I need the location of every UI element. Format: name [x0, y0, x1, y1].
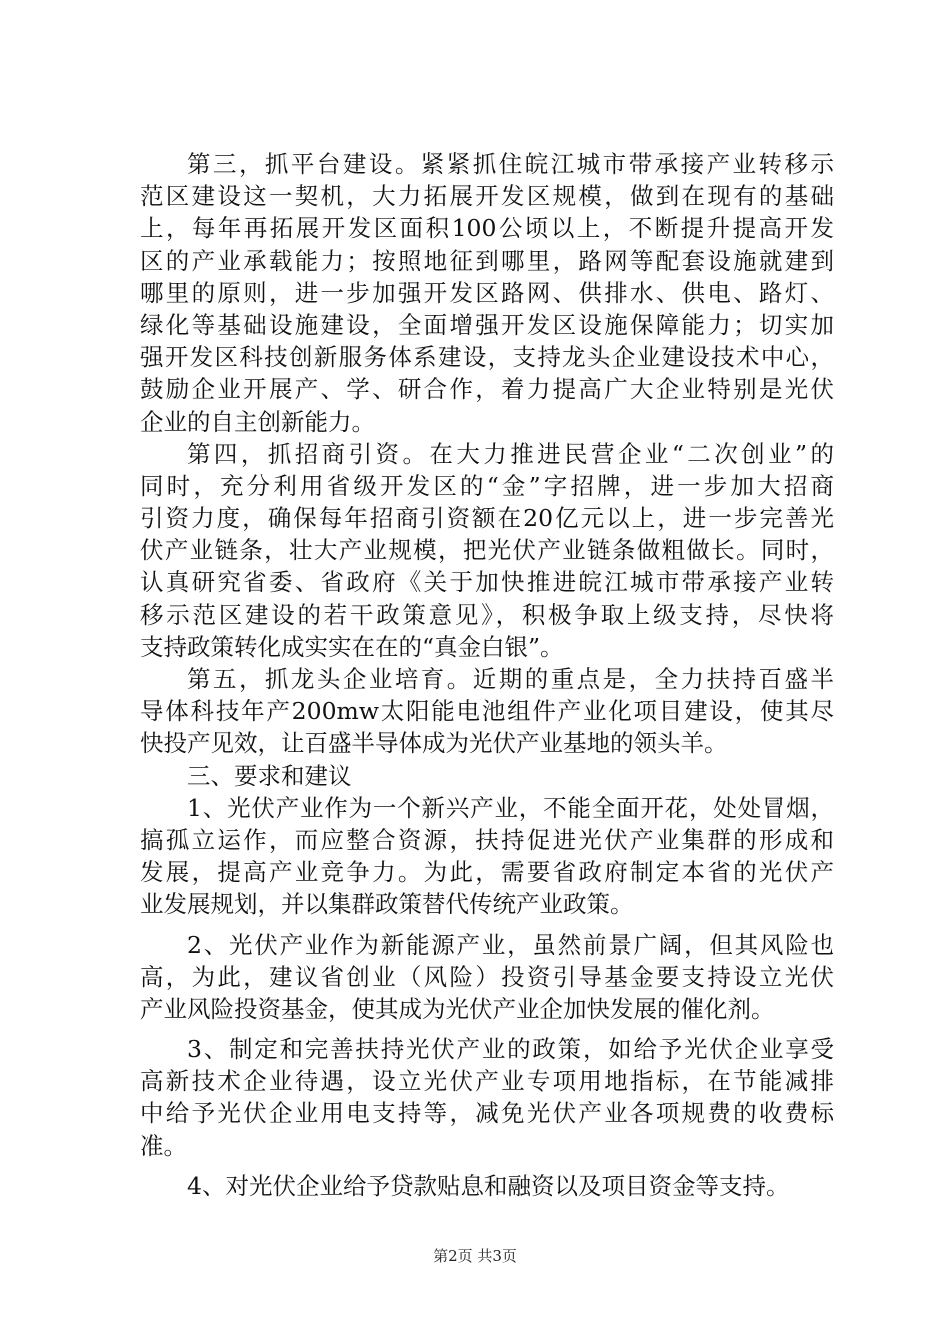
paragraph-gap — [140, 1162, 834, 1170]
list-item-1 — [140, 792, 834, 921]
paragraph-investment — [140, 438, 834, 663]
text-line: 中给予光伏企业用电支持等，减免光伏产业各项规费的收费标 — [140, 1099, 834, 1128]
text-line: 移示范区建设的若干政策意见》，积极争取上级支持，尽快将 — [140, 600, 834, 629]
text-line: 导体科技年产200mw太阳能电池组件产业化项目建设，使其尽 — [140, 697, 834, 726]
document-body — [140, 148, 834, 1202]
text-line: 同时，充分利用省级开发区的“金”字招牌，进一步加大招商 — [140, 471, 834, 500]
list-item-3 — [140, 1033, 834, 1162]
paragraph-gap — [140, 1025, 834, 1033]
text-line: 上，每年再拓展开发区面积100公顷以上，不断提升提高开发 — [140, 214, 834, 243]
text-line: 引资力度，确保每年招商引资额在20亿元以上，进一步完善光 — [140, 504, 834, 533]
text-line: 2、光伏产业作为新能源产业，虽然前景广阔，但其风险也 — [187, 930, 834, 959]
text-line: 高，为此，建议省创业（风险）投资引导基金要支持设立光伏 — [140, 962, 834, 991]
section-heading — [140, 760, 834, 792]
text-line: 鼓励企业开展产、学、研合作，着力提高广大企业特别是光伏 — [140, 375, 834, 404]
text-line: 企业的自主创新能力。 — [140, 407, 375, 436]
text-line: 区的产业承载能力；按照地征到哪里，路网等配套设施就建到 — [140, 246, 834, 275]
text-line: 第三，抓平台建设。紧紧抓住皖江城市带承接产业转移示 — [187, 150, 834, 178]
list-item-2 — [140, 929, 834, 1026]
text-line: 第四，抓招商引资。在大力推进民营企业“二次创业”的 — [187, 439, 834, 468]
text-line: 绿化等基础设施建设，全面增强开发区设施保障能力；切实加 — [140, 310, 834, 339]
text-line: 高新技术企业待遇，设立光伏产业专项用地指标，在节能减排 — [140, 1067, 834, 1096]
text-line: 伏产业链条，壮大产业规模，把光伏产业链条做粗做长。同时， — [140, 536, 834, 565]
text-line: 4、对光伏企业给予贷款贴息和融资以及项目资金等支持。 — [187, 1171, 790, 1200]
text-line: 支持政策转化成实实在在的“真金白银”。 — [140, 632, 564, 661]
paragraph-gap — [140, 921, 834, 929]
text-line: 1、光伏产业作为一个新兴产业，不能全面开花，处处冒烟， — [187, 793, 834, 822]
text-line: 3、制定和完善扶持光伏产业的政策，如给予光伏企业享受 — [187, 1035, 834, 1064]
text-line: 产业风险投资基金，使其成为光伏产业企加快发展的催化剂。 — [140, 994, 775, 1023]
list-item-4 — [140, 1170, 834, 1202]
text-line: 准。 — [140, 1131, 187, 1160]
paragraph-leading-enterprise — [140, 663, 834, 760]
page-number: 第2页 共3页 — [433, 1247, 517, 1265]
text-line: 第五，抓龙头企业培育。近期的重点是，全力扶持百盛半 — [187, 665, 834, 693]
section-heading-text: 三、要求和建议 — [187, 761, 352, 790]
text-line: 发展，提高产业竞争力。为此，需要省政府制定本省的光伏产 — [140, 858, 834, 887]
text-line: 哪里的原则，进一步加强开发区路网、供排水、供电、路灯、 — [140, 278, 834, 307]
text-line: 范区建设这一契机，大力拓展开发区规模，做到在现有的基础 — [140, 182, 834, 211]
text-line: 快投产见效，让百盛半导体成为光伏产业基地的领头羊。 — [140, 729, 728, 758]
paragraph-platform — [140, 148, 834, 438]
text-line: 强开发区科技创新服务体系建设，支持龙头企业建设技术中心， — [140, 343, 834, 372]
text-line: 认真研究省委、省政府《关于加快推进皖江城市带承接产业转 — [140, 568, 834, 597]
text-line: 业发展规划，并以集群政策替代传统产业政策。 — [140, 890, 634, 919]
text-line: 搞孤立运作，而应整合资源，扶持促进光伏产业集群的形成和 — [140, 825, 834, 854]
